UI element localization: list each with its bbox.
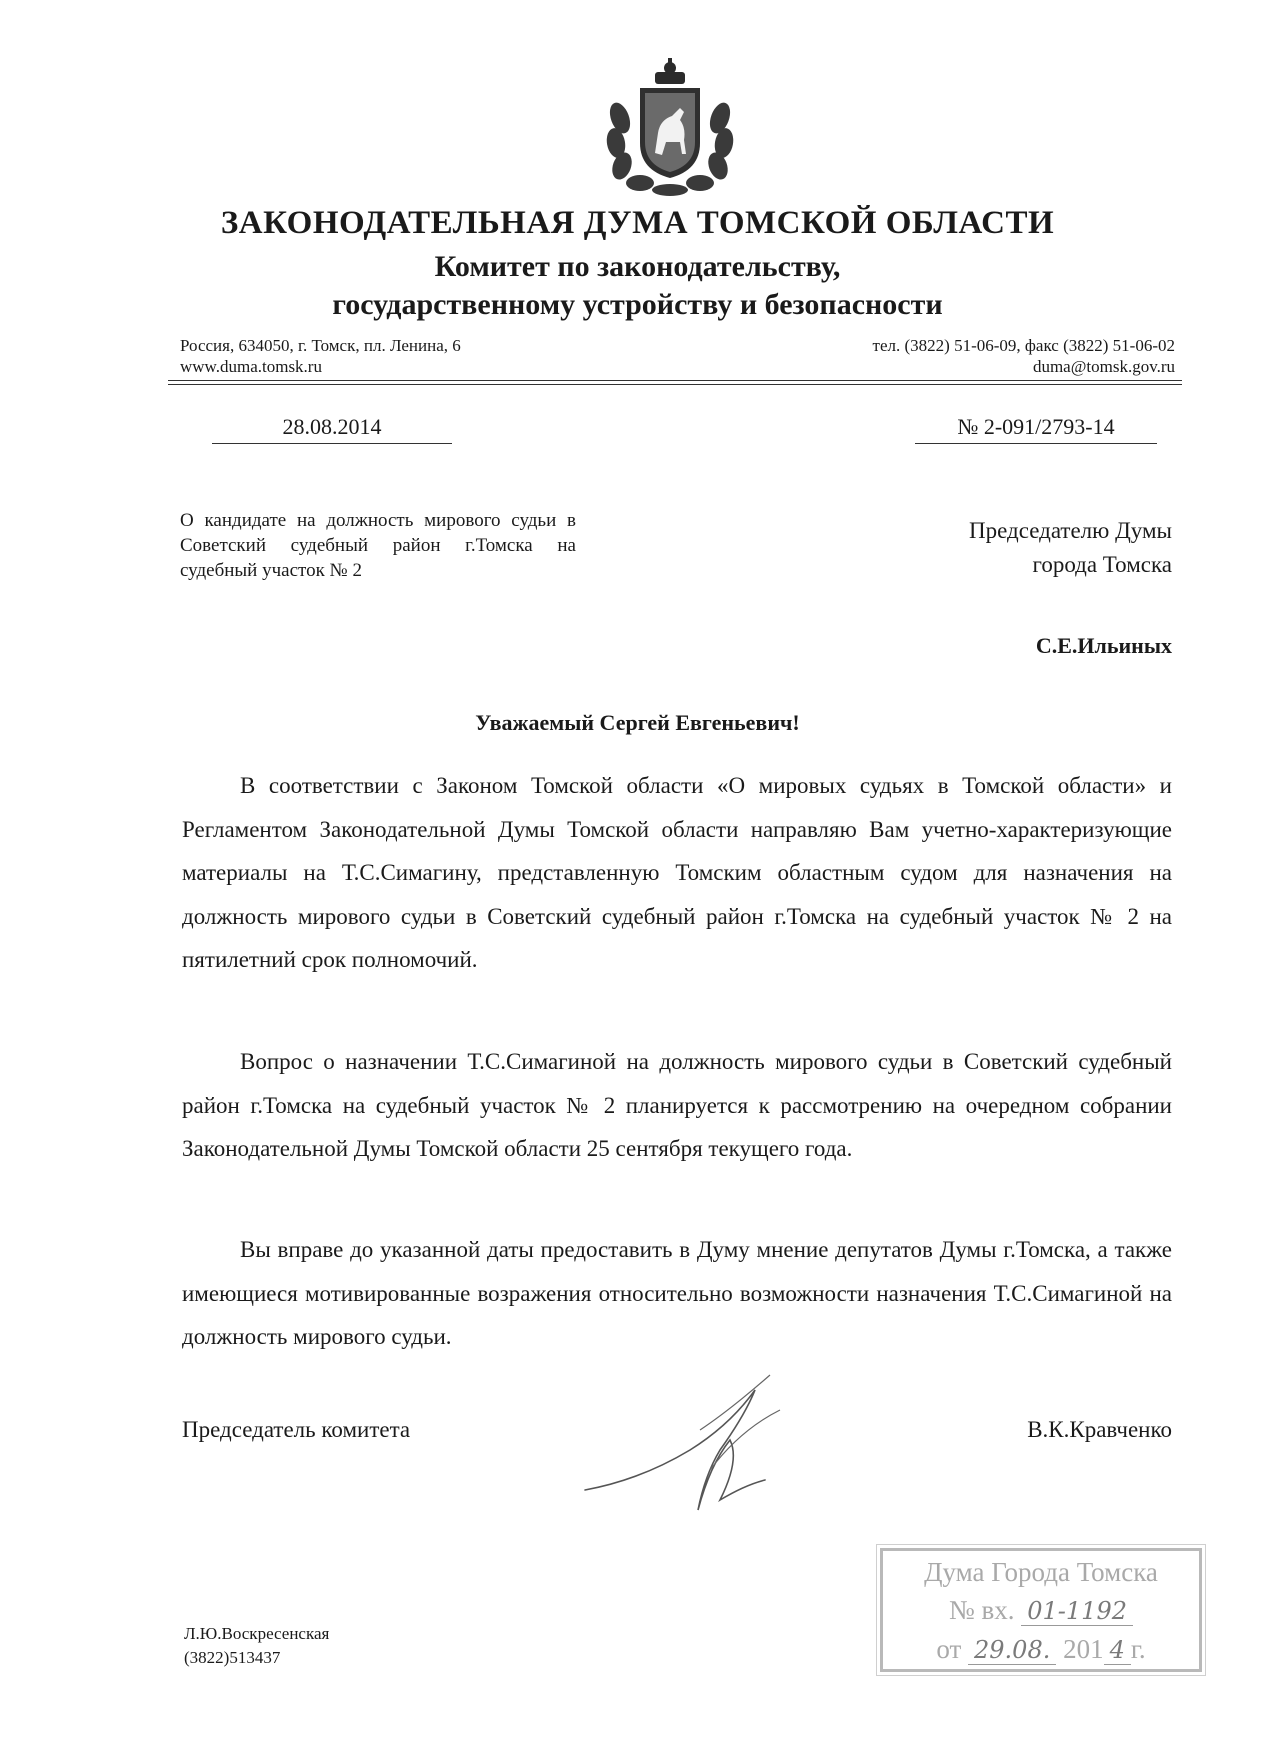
addressee-block xyxy=(969,514,1172,582)
signer-title: Председатель комитета xyxy=(182,1417,411,1442)
committee-name-line2: государственному устройству и безопасности xyxy=(332,288,943,321)
stamp-number-row xyxy=(883,1591,1199,1630)
header-divider xyxy=(168,380,1182,381)
executor-name: Л.Ю.Воскресенская xyxy=(184,1624,330,1643)
stamp-title: Дума Города Томска xyxy=(924,1557,1158,1587)
stamp-year-unit: г. xyxy=(1130,1634,1146,1664)
addressee-line1: Председателю Думы xyxy=(969,518,1172,543)
stamp-number-label: № вх. xyxy=(949,1595,1015,1625)
stamp-date-row xyxy=(883,1630,1199,1669)
phone-fax: тел. (3822) 51-06-09, факс (3822) 51-06-02 xyxy=(872,336,1175,355)
coat-of-arms-icon xyxy=(600,58,740,198)
stamp-year-prefix: 201 xyxy=(1063,1634,1104,1664)
stamp-date-label: от xyxy=(936,1634,962,1664)
stamp-year-suffix: 4 xyxy=(1104,1636,1131,1665)
postal-address: Россия, 634050, г. Томск, пл. Ленина, 6 xyxy=(180,336,461,355)
body-paragraph-3: Вы вправе до указанной даты предоставить в Думу мнение депутатов Думы г.Томска, а также имеющиеся мотивированные возражения относительно возможности назначения Т.С.Симагиной на должность мирового судьи. xyxy=(182,1237,1172,1349)
greeting: Уважаемый Сергей Евгеньевич! xyxy=(475,710,800,735)
committee-name-line1: Комитет по законодательству, xyxy=(434,250,841,283)
signer-name: В.К.Кравченко xyxy=(1027,1417,1172,1442)
executor-phone: (3822)513437 xyxy=(184,1648,281,1667)
website-link[interactable]: www.duma.tomsk.ru xyxy=(180,357,322,376)
handwritten-signature-icon xyxy=(580,1370,800,1520)
header-divider-secondary xyxy=(168,384,1182,385)
organization-title: ЗАКОНОДАТЕЛЬНАЯ ДУМА ТОМСКОЙ ОБЛАСТИ xyxy=(220,205,1055,241)
body-paragraph-1: В соответствии с Законом Томской области «О мировых судьях в Томской области» и Регламентом Законодательной Думы Томской области направляю Вам учетно-характеризующие материалы на Т.С.Симагину, представленную Томским областным судом для назначения на должность мирового судьи в Советский судебный район г.Томска на судебный участок № 2 на пятилетний срок полномочий. xyxy=(182,773,1172,972)
stamp-number-value: 01-1192 xyxy=(1021,1597,1133,1626)
registration-number: № 2-091/2793-14 xyxy=(915,414,1157,444)
stamp-date-value: 29.08. xyxy=(968,1636,1056,1665)
letter-date: 28.08.2014 xyxy=(212,414,452,444)
addressee-name: С.Е.Ильиных xyxy=(1035,633,1172,658)
executor-block xyxy=(184,1622,329,1670)
letter-subject: О кандидате на должность мирового судьи в Советский судебный район г.Томска на судебный участок № 2 xyxy=(180,510,576,581)
email-link[interactable]: duma@tomsk.gov.ru xyxy=(1032,357,1175,376)
incoming-registration-stamp xyxy=(880,1548,1202,1672)
body-paragraph-2: Вопрос о назначении Т.С.Симагиной на должность мирового судьи в Советский судебный район г.Томска на судебный участок № 2 планируется к рассмотрению на очередном собрании Законодательной Думы Томской области 25 сентября текущего года. xyxy=(182,1049,1172,1161)
addressee-line2: города Томска xyxy=(1032,552,1172,577)
